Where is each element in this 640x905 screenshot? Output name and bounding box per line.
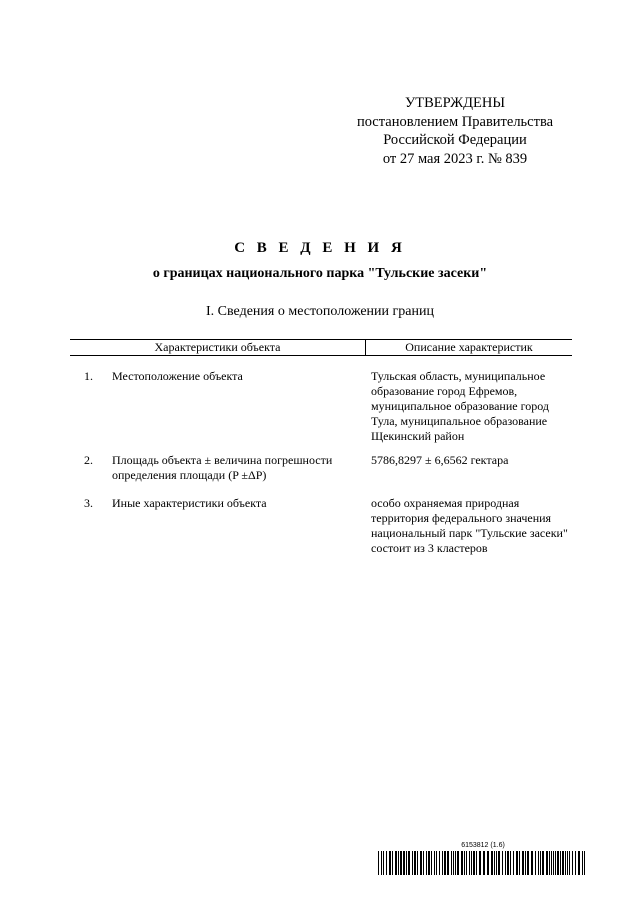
barcode-bar [476,851,477,875]
barcode-bar [569,851,570,875]
characteristics-table [70,339,572,555]
barcode-bar [525,851,526,875]
barcode-bar [392,851,393,875]
barcode-bar [381,851,382,875]
barcode-bar [431,851,432,875]
barcode-bar [553,851,554,875]
barcode-bar [540,851,541,875]
barcode-bar [572,851,573,875]
barcode-bar [494,851,495,875]
barcode-bar [562,851,564,875]
barcode-bar [444,851,446,875]
barcode-bar [386,851,387,875]
barcode-bar [491,851,493,875]
section-heading: I. Сведения о местоположении границ [206,304,434,319]
barcode-bar [400,851,402,875]
barcode-bar [442,851,443,875]
barcode-bar [522,851,524,875]
row-description: Тульская область, муниципальное образование город Ефремов, муниципальное образование город Тула, муниципальное образование Щекинский район [371,369,549,443]
document-subtitle: о границах национального парка "Тульские засеки" [152,266,488,281]
barcode-bar [498,851,500,875]
barcode-bar [447,851,449,875]
table-header [70,339,572,356]
column-header: Описание характеристик [405,340,533,354]
barcode-bar [527,851,529,875]
approval-line: постановлением Правительства [356,113,554,130]
barcode-bar [535,851,536,875]
barcode-bar [428,851,430,875]
approval-date: от 27 мая 2023 г. № 839 [382,150,528,167]
barcode-bar [439,851,440,875]
barcode-bar [549,851,550,875]
barcode-bar [426,851,427,875]
document-title: С В Е Д Е Н И Я [234,240,406,256]
barcode-bar [466,851,467,875]
barcode-icon [378,851,588,875]
barcode-bar [461,851,463,875]
barcode-bar [434,851,435,875]
barcode-bar [414,851,416,875]
barcode-number: 6153812 (1.6) [461,842,505,849]
barcode-bar [505,851,506,875]
row-number: 3. [84,496,93,510]
row-number: 1. [84,369,93,383]
barcode-bar [457,851,459,875]
barcode-bar [383,851,384,875]
barcode-bar [538,851,539,875]
barcode-bar [560,851,561,875]
barcode-bar [516,851,518,875]
barcode-bar [551,851,552,875]
row-description: 5786,8297 ± 6,6562 гектара [371,453,509,467]
barcode [378,842,588,882]
barcode-bar [420,851,422,875]
row-description: особо охраняемая природная территория федерального значения национальный парк "Тульские засеки" состоит из 3 кластеров [371,496,568,555]
barcode-bar [519,851,520,875]
barcode-bar [378,851,379,875]
barcode-bar [417,851,418,875]
barcode-bar [510,851,511,875]
row-characteristic: Иные характеристики объекта [112,496,267,510]
approval-heading: УТВЕРЖДЕНЫ [404,95,506,111]
barcode-bar [567,851,568,875]
barcode-bar [584,851,585,875]
barcode-bar [423,851,424,875]
barcode-bar [436,851,437,875]
barcode-bar [555,851,556,875]
row-characteristic: Площадь объекта ± величина погрешности определения площади (P ±ΔP) [112,453,333,482]
barcode-bar [565,851,566,875]
barcode-bar [531,851,533,875]
barcode-bar [582,851,583,875]
column-header: Характеристики объекта [154,340,281,354]
barcode-bar [496,851,497,875]
row-characteristic: Местоположение объекта [112,369,243,383]
barcode-bar [483,851,485,875]
barcode-bar [507,851,509,875]
barcode-bar [412,851,413,875]
barcode-bar [464,851,465,875]
barcode-bar [513,851,514,875]
barcode-bar [487,851,489,875]
barcode-bar [542,851,544,875]
barcode-bar [578,851,580,875]
barcode-bar [389,851,391,875]
barcode-bar [453,851,454,875]
barcode-bar [473,851,475,875]
barcode-bar [469,851,470,875]
barcode-bar [408,851,410,875]
barcode-bar [451,851,452,875]
barcode-bar [546,851,548,875]
barcode-bar [557,851,559,875]
barcode-bar [471,851,472,875]
barcode-bar [406,851,407,875]
barcode-bar [395,851,397,875]
barcode-bar [398,851,399,875]
approval-block [340,94,570,168]
barcode-bar [479,851,481,875]
barcode-bar [502,851,503,875]
row-number: 2. [84,453,93,467]
barcode-bar [455,851,456,875]
barcode-bar [403,851,405,875]
approval-line: Российской Федерации [383,132,527,148]
barcode-bar [575,851,576,875]
